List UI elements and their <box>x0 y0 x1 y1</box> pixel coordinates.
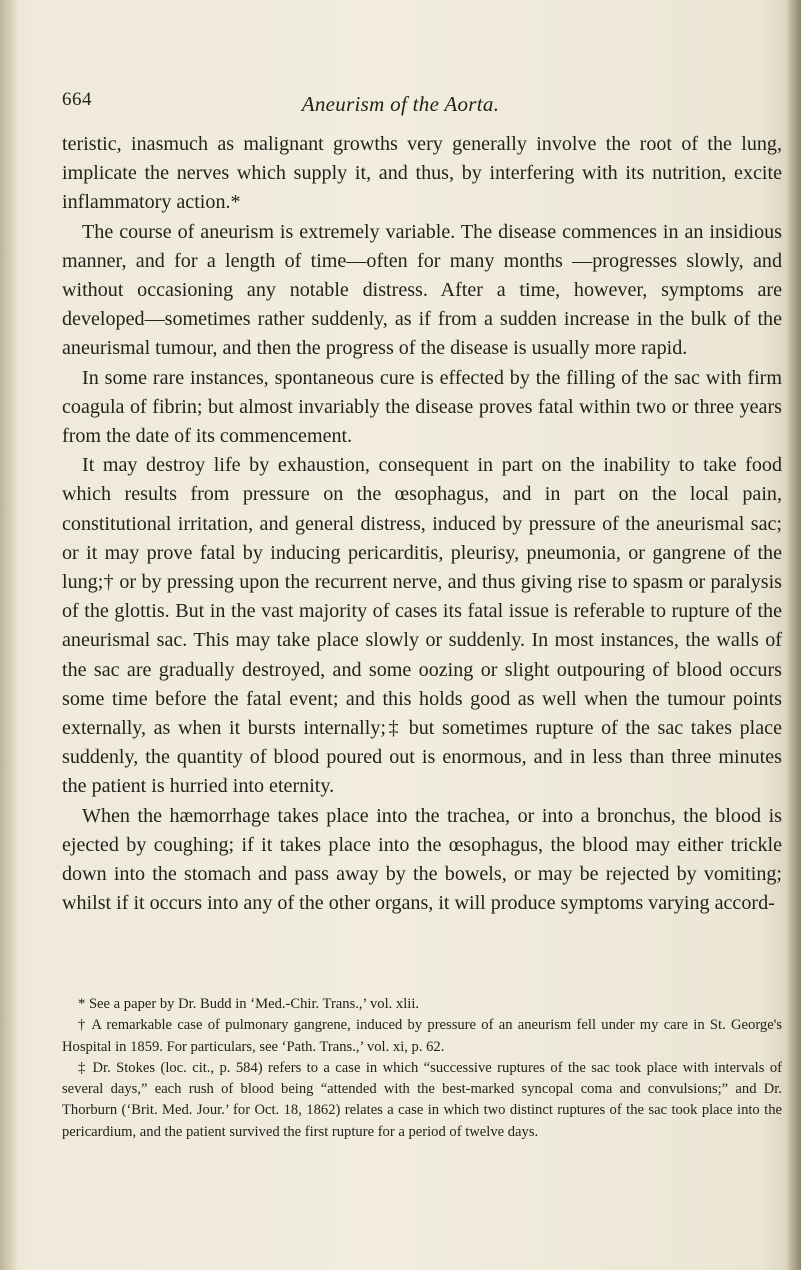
paragraph-destroy-life: It may destroy life by exhaustion, consequent in part on the inability to take food which results from pressure on the œsophagus, and in part on the local pain, constitutional irritation, and general distress, induced by pressure of the aneurismal sac; or it may prove fatal by inducing pericarditis, pleurisy, pneumonia, or gangrene of the lung;† or by pressing upon the recurrent nerve, and thus giving rise to spasm or paralysis of the glottis. But in the vast majority of cases its fatal issue is referable to rupture of the aneurismal sac. This may take place slowly or suddenly. In most instances, the walls of the sac are gradually destroyed, and some oozing or slight outpouring of blood occurs some time before the fatal event; and this holds good as well when the tumour points externally, as when it bursts internally;‡ but sometimes rupture of the sac takes place suddenly, the quantity of blood poured out is enormous, and in less than three minutes the patient is hurried into eternity. <box>62 454 782 798</box>
body-text <box>62 130 782 918</box>
paragraph-haemorrhage: When the hæmorrhage takes place into the trachea, or into a bronchus, the blood is ejected by coughing; if it takes place into the œsophagus, the blood may either trickle down into the stomach and pass away by the bowels, or may be rejected by vomiting; whilst if it occurs into any of the other organs, it will produce symptoms varying accord- <box>62 804 782 915</box>
running-title: Aneurism of the Aorta. <box>301 92 500 116</box>
page-header <box>0 82 801 122</box>
footnote-dagger: † A remarkable case of pulmonary gangrene, induced by pressure of an aneurism fell under my care in St. George's Hospital in 1859. For particulars, see ‘Path. Trans.,’ vol. xi, p. 62. <box>62 1017 782 1055</box>
paragraph-spontaneous-cure: In some rare instances, spontaneous cure is effected by the filling of the sac with firm coagula of fibrin; but almost invariably the disease proves fatal within two or three years from the date of its commencement. <box>62 366 782 448</box>
footnote-asterisk: * See a paper by Dr. Budd in ‘Med.-Chir. Trans.,’ vol. xlii. <box>78 996 420 1012</box>
footnotes <box>62 994 782 1143</box>
page-edge-shadow <box>786 0 801 1270</box>
paragraph-course-of-aneurism: The course of aneurism is extremely variable. The disease commences in an insidious manner, and for a length of time—often for many months —progresses slowly, and without occasioning any notable distress. After a time, however, symptoms are developed—sometimes rather suddenly, as if from a sudden increase in the bulk of the aneurismal tumour, and then the progress of the disease is usually more rapid. <box>62 220 782 360</box>
footnote-double-dagger: ‡ Dr. Stokes (loc. cit., p. 584) refers to a case in which “successive ruptures of the sac took place with intervals of several days,” each rush of blood being “attended with the best-marked syncopal coma and convulsions;” and Dr. Thorburn (‘Brit. Med. Jour.’ for Oct. 18, 1862) relates a case in which two distinct ruptures of the sac took place into the pericardium, and the patient survived the first rupture for a period of twelve days. <box>62 1059 782 1140</box>
binding-gutter-shadow <box>0 0 18 1270</box>
paragraph-continuation: teristic, inasmuch as malignant growths very generally involve the root of the lung, implicate the nerves which supply it, and thus, by interfering with its nutrition, excite inflammatory action.* <box>62 133 782 214</box>
page-number: 664 <box>62 89 92 110</box>
